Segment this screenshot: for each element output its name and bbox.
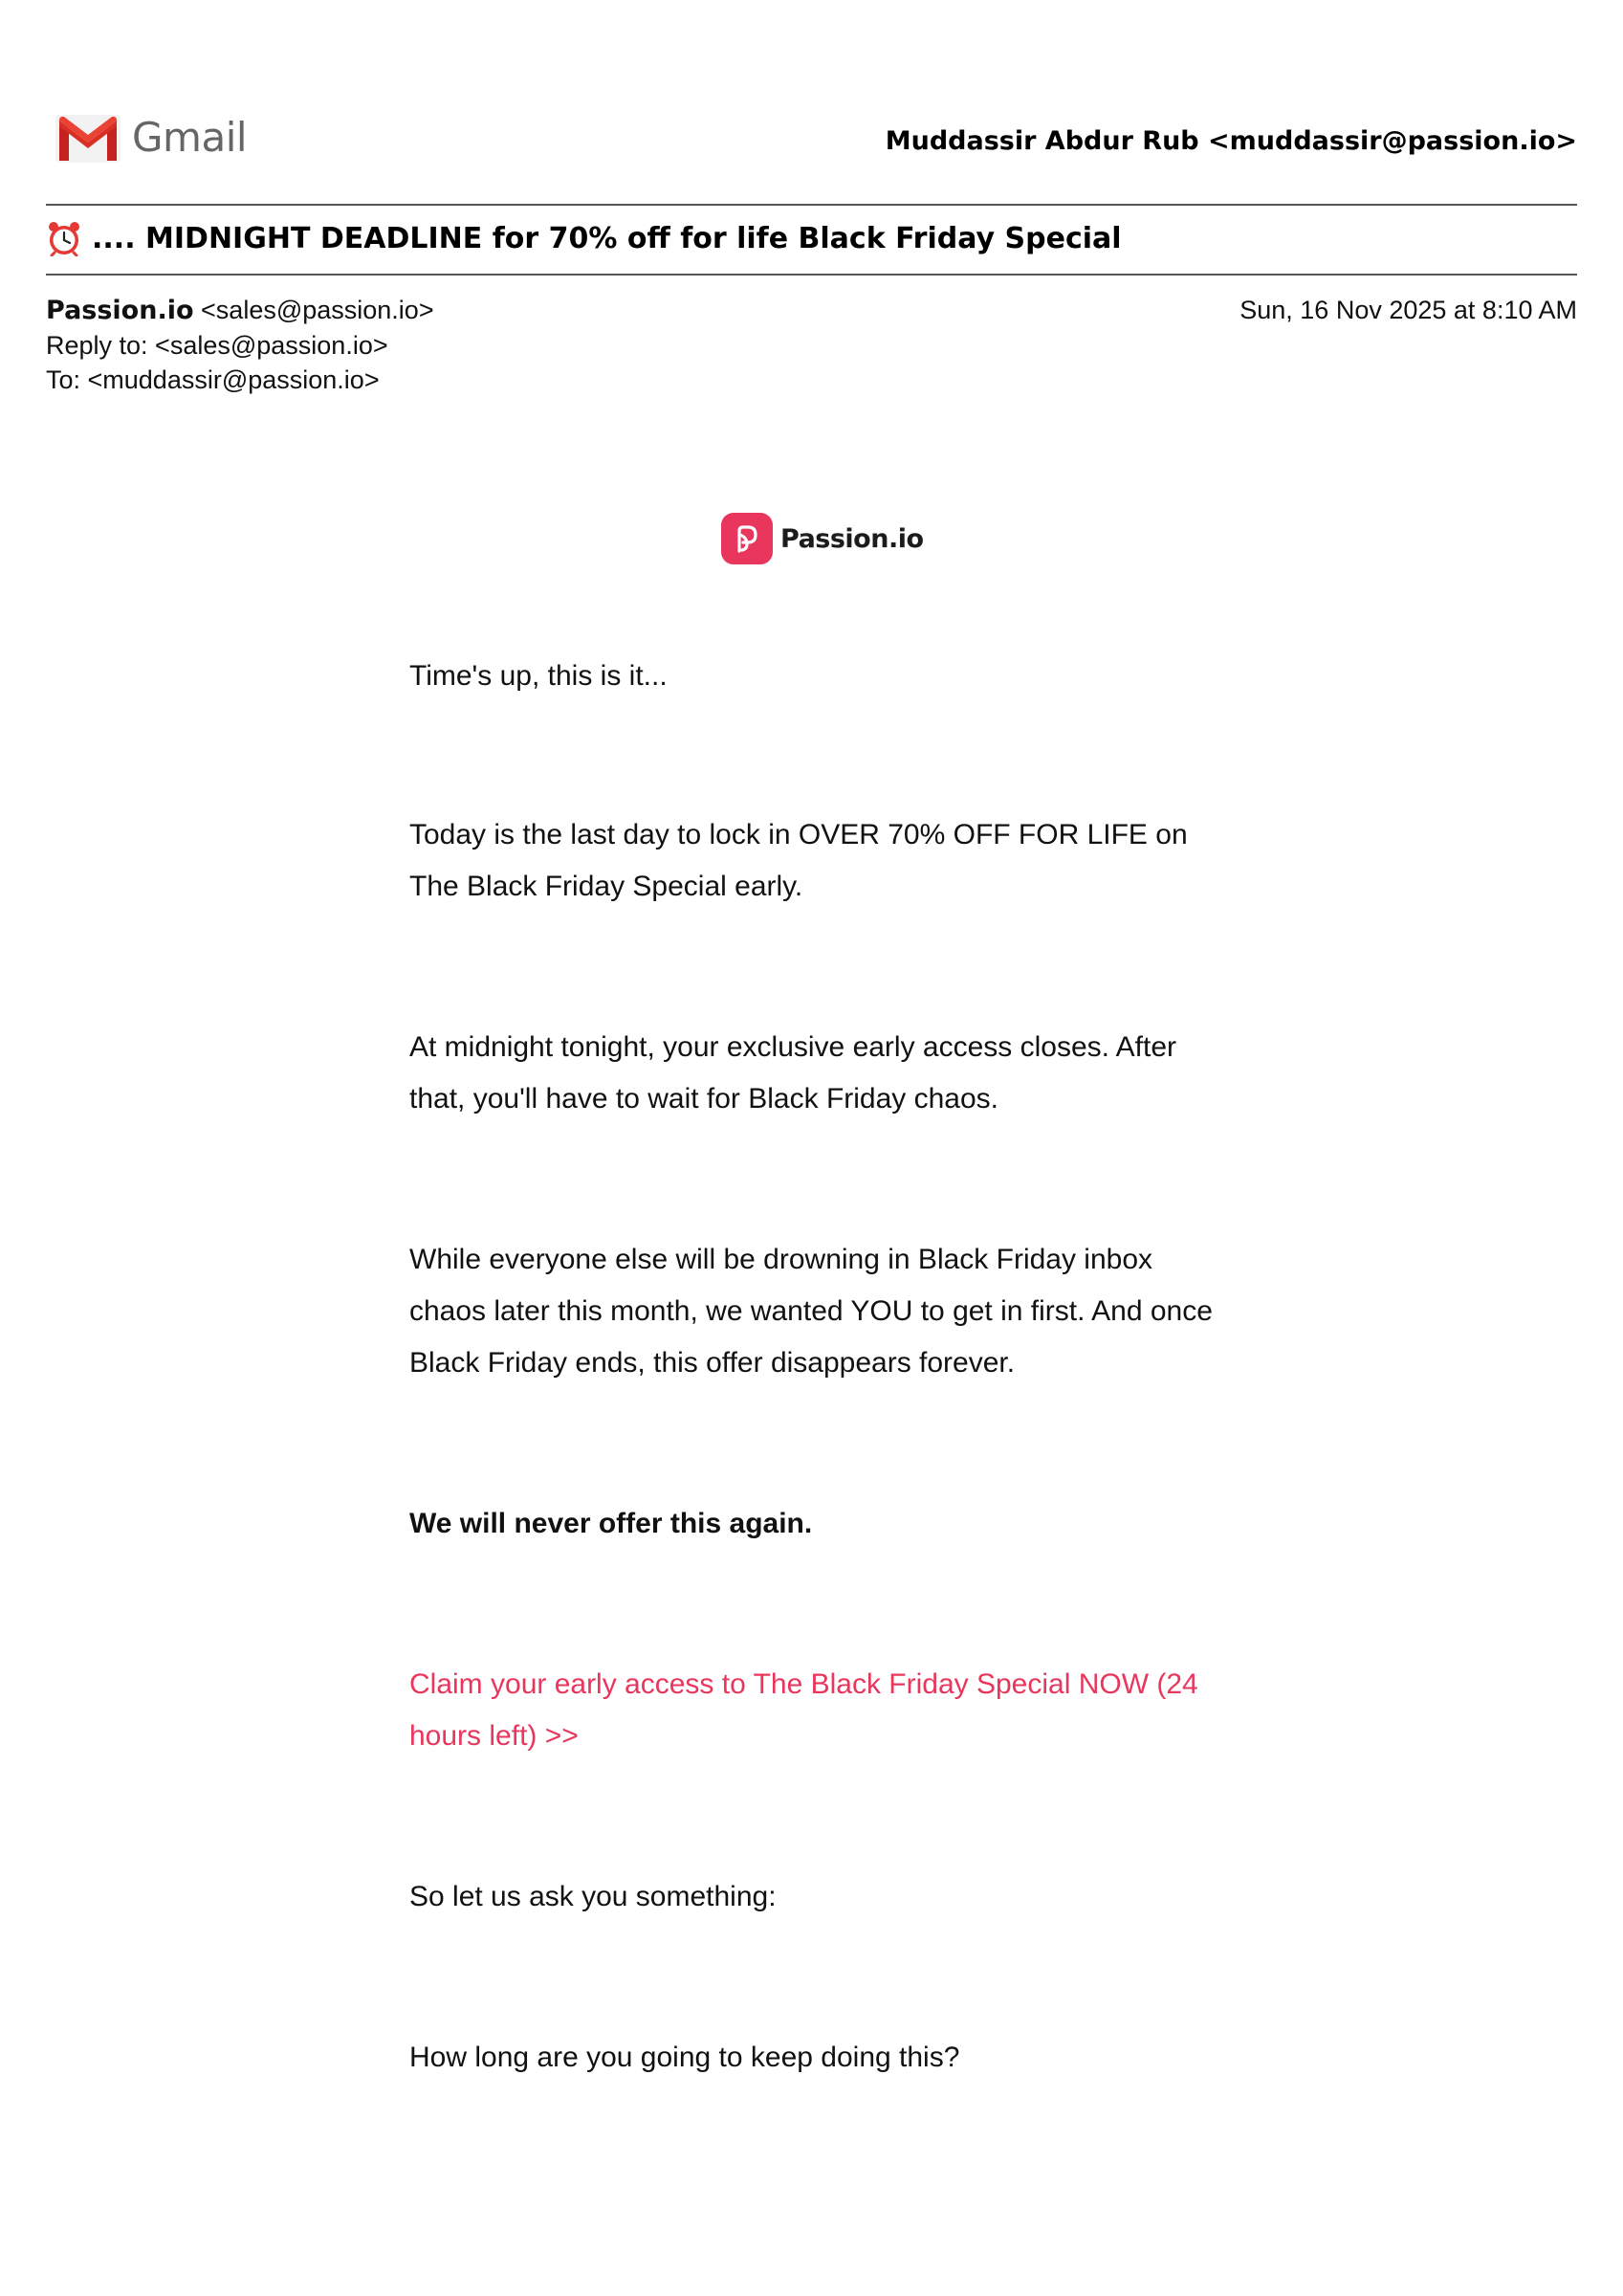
claim-offer-link[interactable]: Claim your early access to The Black Friday Special NOW (24 hours left) >> (409, 1668, 1198, 1752)
sender-name: Passion.io (46, 296, 194, 325)
passion-logo-icon (721, 513, 773, 564)
gmail-wordmark: Gmail (132, 114, 248, 161)
sent-date: Sun, 16 Nov 2025 at 8:10 AM (1239, 296, 1577, 324)
subject-divider (46, 274, 1577, 276)
body-paragraph: Time's up, this is it... (409, 660, 668, 692)
reply-to: Reply to: <sales@passion.io> (46, 331, 388, 360)
gmail-header (46, 105, 1577, 172)
subject-text: .... MIDNIGHT DEADLINE for 70% off for life Black Friday Special (92, 221, 1122, 255)
body-paragraph: While everyone else will be drowning in Black Friday inbox chaos later this month, we wanted YOU to get in first. And once Black Friday ends, this offer disappears forever. (409, 1244, 1213, 1379)
brand-name: Passion.io (780, 523, 924, 554)
body-paragraph: Today is the last day to lock in OVER 70% OFF FOR LIFE on The Black Friday Special early. (409, 819, 1188, 902)
gmail-logo (55, 113, 247, 163)
bold-statement: We will never offer this again. (409, 1508, 813, 1539)
header-divider (46, 204, 1577, 206)
brand-logo (721, 513, 924, 564)
body-paragraph: So let us ask you something: (409, 1881, 777, 1912)
alarm-clock-icon (46, 220, 82, 256)
email-subject (46, 220, 1122, 256)
body-paragraph: How long are you going to keep doing this? (409, 2042, 960, 2073)
body-paragraph: At midnight tonight, your exclusive early access closes. After that, you'll have to wait for Black Friday chaos. (409, 1031, 1177, 1115)
gmail-icon (55, 113, 121, 163)
recipient: To: <muddassir@passion.io> (46, 365, 380, 394)
account-identity: Muddassir Abdur Rub <muddassir@passion.io> (885, 126, 1577, 156)
email-meta (46, 293, 1577, 397)
sender-email: <sales@passion.io> (201, 296, 434, 324)
